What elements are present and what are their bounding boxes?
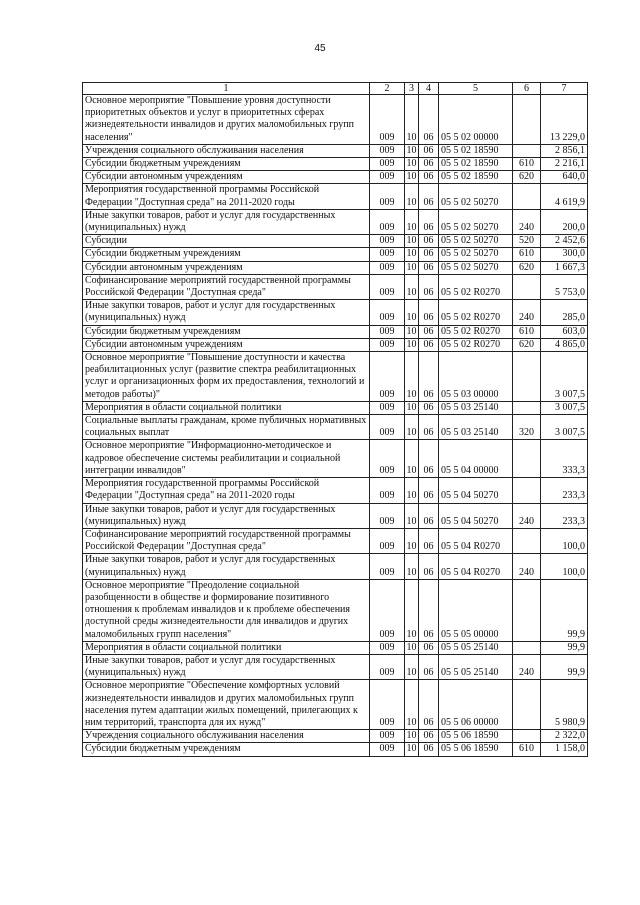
- expense-type: 520: [513, 235, 541, 248]
- admin-code: 009: [370, 554, 405, 579]
- subsection-code: 06: [419, 415, 439, 440]
- table-row: [83, 478, 588, 503]
- amount: 2 856,1: [541, 144, 588, 157]
- amount: 1 158,0: [541, 743, 588, 756]
- table-row: [83, 248, 588, 261]
- target-code: 05 5 02 18590: [439, 158, 513, 171]
- subsection-code: 06: [419, 274, 439, 299]
- admin-code: 009: [370, 654, 405, 679]
- amount: 99,9: [541, 579, 588, 641]
- section-code: 10: [405, 415, 419, 440]
- admin-code: 009: [370, 579, 405, 641]
- table-row: [83, 158, 588, 171]
- admin-code: 009: [370, 730, 405, 743]
- subsection-code: 06: [419, 579, 439, 641]
- header-cell-target: 5: [439, 83, 513, 95]
- expense-type: [513, 144, 541, 157]
- table-row: [83, 274, 588, 299]
- target-code: 05 5 04 00000: [439, 440, 513, 478]
- admin-code: 009: [370, 338, 405, 351]
- row-name: Субсидии бюджетным учреждениям: [83, 743, 370, 756]
- amount: 3 007,5: [541, 415, 588, 440]
- admin-code: 009: [370, 171, 405, 184]
- amount: 2 452,6: [541, 235, 588, 248]
- table-row: [83, 235, 588, 248]
- target-code: 05 5 02 R0270: [439, 338, 513, 351]
- subsection-code: 06: [419, 654, 439, 679]
- target-code: 05 5 04 R0270: [439, 528, 513, 553]
- table-row: [83, 401, 588, 414]
- section-code: 10: [406, 338, 417, 350]
- section-code: 10: [405, 352, 419, 402]
- row-name: Субсидии автономным учреждениям: [83, 171, 370, 184]
- subsection-code: 06: [419, 528, 439, 553]
- admin-code: 009: [370, 95, 405, 145]
- expense-type: [513, 440, 541, 478]
- admin-code: 009: [370, 158, 405, 171]
- subsection-code: 06: [419, 641, 439, 654]
- subsection-code: 06: [419, 184, 439, 209]
- header-cell-amount: 7: [541, 83, 588, 95]
- admin-code: 009: [370, 144, 405, 157]
- expense-type: 610: [513, 158, 541, 171]
- target-code: 05 5 02 R0270: [439, 274, 513, 299]
- amount: 99,9: [541, 641, 588, 654]
- admin-code: 009: [370, 440, 405, 478]
- admin-code: 009: [370, 248, 405, 261]
- admin-code: 009: [370, 401, 405, 414]
- section-code: 10: [405, 274, 419, 299]
- section-code: 10: [405, 478, 419, 503]
- expense-type: [513, 352, 541, 402]
- expense-type: [513, 478, 541, 503]
- amount: 4 865,0: [541, 338, 588, 351]
- row-name: Субсидии бюджетным учреждениям: [83, 158, 370, 171]
- row-name: Мероприятия в области социальной политики: [83, 641, 370, 654]
- table-row: [83, 415, 588, 440]
- row-name: Мероприятия государственной программы Российской Федерации "Доступная среда" на 2011-2020 годы: [83, 184, 370, 209]
- row-name: Учреждения социального обслуживания населения: [83, 144, 370, 157]
- amount: 300,0: [541, 248, 588, 261]
- table-row: [83, 440, 588, 478]
- target-code: 05 5 04 50270: [439, 478, 513, 503]
- expense-type: 240: [513, 554, 541, 579]
- header-cell-type: 6: [513, 83, 541, 95]
- row-name: Основное мероприятие "Преодоление социальной разобщенности в обществе и формирование позитивного отношения к проблемам инвалидов и к проблеме обеспечения доступной среды жизнедеятельности для инвалидов и других маломобильных групп населения": [83, 579, 370, 641]
- amount: 1 667,3: [541, 261, 588, 274]
- section-code: 10: [406, 144, 417, 156]
- subsection-code: 06: [419, 554, 439, 579]
- expense-type: [513, 579, 541, 641]
- subsection-code: 06: [419, 680, 439, 730]
- expense-type: [513, 730, 541, 743]
- row-name: Основное мероприятие "Повышение уровня доступности приоритетных объектов и услуг в приоритетных сферах жизнедеятельности инвалидов и других маломобильных групп населения": [83, 95, 370, 145]
- target-code: 05 5 02 50270: [439, 235, 513, 248]
- section-code: 10: [406, 730, 417, 742]
- subsection-code: 06: [419, 440, 439, 478]
- header-cell-section: 3: [405, 83, 419, 95]
- target-code: 05 5 02 50270: [439, 248, 513, 261]
- row-name: Основное мероприятие "Информационно-методическое и кадровое обеспечение системы реабилитации и социальной интеграции инвалидов": [83, 440, 370, 478]
- row-name: Субсидии автономным учреждениям: [83, 338, 370, 351]
- row-name: Софинансирование мероприятий государственной программы Российской Федерации "Доступная среда": [83, 274, 370, 299]
- row-name: Иные закупки товаров, работ и услуг для государственных (муниципальных) нужд: [83, 300, 370, 325]
- expense-type: 240: [513, 654, 541, 679]
- section-code: 10: [405, 654, 419, 679]
- amount: 5 753,0: [541, 274, 588, 299]
- section-code: 10: [405, 209, 419, 234]
- expense-type: 610: [513, 248, 541, 261]
- section-code: 10: [406, 171, 417, 183]
- target-code: 05 5 06 18590: [439, 743, 513, 756]
- table-row: [83, 743, 588, 756]
- amount: 285,0: [541, 300, 588, 325]
- admin-code: 009: [370, 743, 405, 756]
- row-name: Мероприятия государственной программы Российской Федерации "Доступная среда" на 2011-2020 годы: [83, 478, 370, 503]
- amount: 2 216,1: [541, 158, 588, 171]
- row-name: Субсидии бюджетным учреждениям: [83, 325, 370, 338]
- target-code: 05 5 04 R0270: [439, 554, 513, 579]
- admin-code: 009: [370, 235, 405, 248]
- table-row: [83, 654, 588, 679]
- admin-code: 009: [370, 325, 405, 338]
- amount: 333,3: [541, 440, 588, 478]
- expense-type: 240: [513, 300, 541, 325]
- row-name: Основное мероприятие "Повышение доступности и качества реабилитационных услуг (развитие спектра реабилитационных услуг и организационных форм их предоставления, технологий и методов работы)": [83, 352, 370, 402]
- section-code: 10: [405, 528, 419, 553]
- expense-type: 320: [513, 415, 541, 440]
- section-code: 10: [405, 503, 419, 528]
- subsection-code: 06: [419, 352, 439, 402]
- row-name: Субсидии: [83, 235, 370, 248]
- table-row: [83, 300, 588, 325]
- target-code: 05 5 06 18590: [439, 730, 513, 743]
- target-code: 05 5 03 00000: [439, 352, 513, 402]
- header-cell-name: 1: [83, 83, 370, 95]
- row-name: Учреждения социального обслуживания населения: [83, 730, 370, 743]
- admin-code: 009: [370, 184, 405, 209]
- section-code: 10: [405, 95, 419, 145]
- subsection-code: 06: [419, 743, 439, 756]
- target-code: 05 5 05 00000: [439, 579, 513, 641]
- target-code: 05 5 02 18590: [439, 171, 513, 184]
- admin-code: 009: [370, 415, 405, 440]
- amount: 3 007,5: [541, 401, 588, 414]
- target-code: 05 5 03 25140: [439, 415, 513, 440]
- amount: 5 980,9: [541, 680, 588, 730]
- subsection-code: 06: [419, 730, 439, 743]
- subsection-code: 06: [419, 300, 439, 325]
- section-code: 10: [405, 680, 419, 730]
- table-row: [83, 503, 588, 528]
- expense-type: [513, 641, 541, 654]
- expense-type: 610: [513, 743, 541, 756]
- amount: 200,0: [541, 209, 588, 234]
- admin-code: 009: [370, 300, 405, 325]
- table-row: [83, 325, 588, 338]
- header-cell-admin: 2: [370, 83, 405, 95]
- section-code: 10: [406, 261, 417, 273]
- expense-type: [513, 528, 541, 553]
- row-name: Иные закупки товаров, работ и услуг для государственных (муниципальных) нужд: [83, 654, 370, 679]
- target-code: 05 5 02 50270: [439, 261, 513, 274]
- admin-code: 009: [370, 209, 405, 234]
- table-row: [83, 352, 588, 402]
- expense-type: 620: [513, 261, 541, 274]
- table-row: [83, 171, 588, 184]
- expense-type: [513, 401, 541, 414]
- page-number: 45: [314, 43, 326, 54]
- target-code: 05 5 02 50270: [439, 184, 513, 209]
- target-code: 05 5 05 25140: [439, 641, 513, 654]
- expense-type: 610: [513, 325, 541, 338]
- admin-code: 009: [370, 680, 405, 730]
- amount: 640,0: [541, 171, 588, 184]
- target-code: 05 5 02 00000: [439, 95, 513, 145]
- subsection-code: 06: [419, 325, 439, 338]
- table-row: [83, 579, 588, 641]
- admin-code: 009: [370, 528, 405, 553]
- subsection-code: 06: [419, 261, 439, 274]
- target-code: 05 5 02 R0270: [439, 325, 513, 338]
- subsection-code: 06: [419, 144, 439, 157]
- admin-code: 009: [370, 352, 405, 402]
- amount: 4 619,9: [541, 184, 588, 209]
- admin-code: 009: [370, 261, 405, 274]
- table-row: [83, 261, 588, 274]
- section-code: 10: [405, 440, 419, 478]
- admin-code: 009: [370, 274, 405, 299]
- target-code: 05 5 02 18590: [439, 144, 513, 157]
- target-code: 05 5 05 25140: [439, 654, 513, 679]
- target-code: 05 5 04 50270: [439, 503, 513, 528]
- section-code: 10: [406, 235, 417, 247]
- table-row: [83, 144, 588, 157]
- expense-type: 620: [513, 171, 541, 184]
- section-code: 10: [406, 401, 417, 413]
- section-code: 10: [406, 158, 417, 170]
- budget-table: [82, 82, 588, 757]
- table-row: [83, 338, 588, 351]
- section-code: 10: [405, 184, 419, 209]
- amount: 603,0: [541, 325, 588, 338]
- amount: 3 007,5: [541, 352, 588, 402]
- expense-type: [513, 184, 541, 209]
- row-name: Иные закупки товаров, работ и услуг для государственных (муниципальных) нужд: [83, 503, 370, 528]
- table-row: [83, 95, 588, 145]
- row-name: Основное мероприятие "Обеспечение комфортных условий жизнедеятельности инвалидов и других маломобильных групп населения путем адаптации жилых помещений, прилегающих к ним территорий, транспорта для их нужд": [83, 680, 370, 730]
- section-code: 10: [405, 300, 419, 325]
- target-code: 05 5 02 50270: [439, 209, 513, 234]
- section-code: 10: [406, 248, 417, 260]
- amount: 99,9: [541, 654, 588, 679]
- section-code: 10: [406, 743, 417, 755]
- expense-type: 240: [513, 503, 541, 528]
- row-name: Субсидии автономным учреждениям: [83, 261, 370, 274]
- row-name: Софинансирование мероприятий государственной программы Российской Федерации "Доступная среда": [83, 528, 370, 553]
- header-cell-subsection: 4: [419, 83, 439, 95]
- section-code: 10: [406, 641, 417, 653]
- section-code: 10: [406, 325, 417, 337]
- subsection-code: 06: [419, 248, 439, 261]
- table-row: [83, 528, 588, 553]
- target-code: 05 5 03 25140: [439, 401, 513, 414]
- subsection-code: 06: [419, 158, 439, 171]
- table-row: [83, 680, 588, 730]
- expense-type: 620: [513, 338, 541, 351]
- subsection-code: 06: [419, 171, 439, 184]
- row-name: Иные закупки товаров, работ и услуг для государственных (муниципальных) нужд: [83, 209, 370, 234]
- subsection-code: 06: [419, 338, 439, 351]
- subsection-code: 06: [419, 95, 439, 145]
- table-row: [83, 730, 588, 743]
- table-row: [83, 209, 588, 234]
- amount: 13 229,0: [541, 95, 588, 145]
- subsection-code: 06: [419, 401, 439, 414]
- expense-type: [513, 680, 541, 730]
- row-name: Субсидии бюджетным учреждениям: [83, 248, 370, 261]
- amount: 100,0: [541, 528, 588, 553]
- row-name: Иные закупки товаров, работ и услуг для государственных (муниципальных) нужд: [83, 554, 370, 579]
- amount: 100,0: [541, 554, 588, 579]
- table-row: [83, 641, 588, 654]
- expense-type: [513, 95, 541, 145]
- table-header-row: [83, 83, 588, 95]
- subsection-code: 06: [419, 503, 439, 528]
- amount: 233,3: [541, 478, 588, 503]
- subsection-code: 06: [419, 209, 439, 234]
- row-name: Мероприятия в области социальной политики: [83, 401, 370, 414]
- target-code: 05 5 02 R0270: [439, 300, 513, 325]
- subsection-code: 06: [419, 235, 439, 248]
- row-name: Социальные выплаты гражданам, кроме публичных нормативных социальных выплат: [83, 415, 370, 440]
- target-code: 05 5 06 00000: [439, 680, 513, 730]
- expense-type: [513, 274, 541, 299]
- amount: 2 322,0: [541, 730, 588, 743]
- section-code: 10: [405, 554, 419, 579]
- admin-code: 009: [370, 641, 405, 654]
- expense-type: 240: [513, 209, 541, 234]
- admin-code: 009: [370, 503, 405, 528]
- table-row: [83, 554, 588, 579]
- table-row: [83, 184, 588, 209]
- subsection-code: 06: [419, 478, 439, 503]
- amount: 233,3: [541, 503, 588, 528]
- section-code: 10: [405, 579, 419, 641]
- admin-code: 009: [370, 478, 405, 503]
